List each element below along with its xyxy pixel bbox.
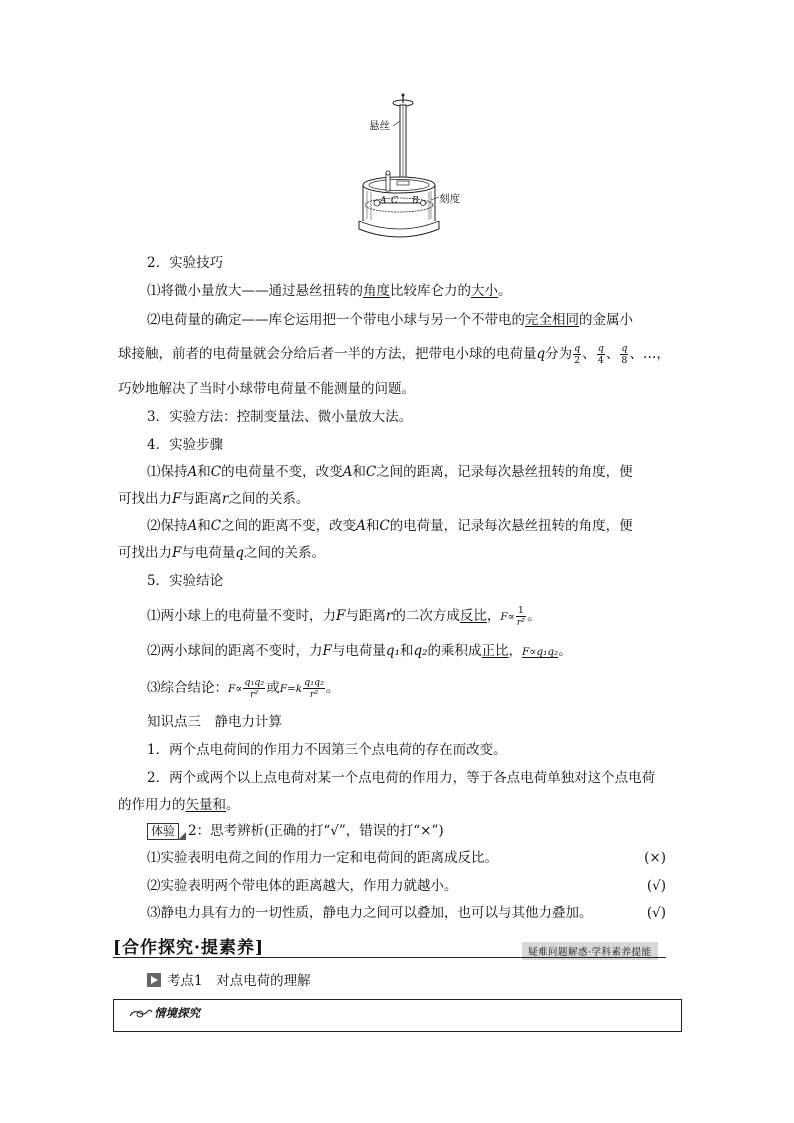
- experience-item-2: ⑵实验表明两个带电体的距离越大，作用力就越小。: [147, 878, 458, 894]
- heading-experiment-conclusion: 5．实验结论: [147, 573, 224, 589]
- situation-explore-label: 情境探究: [154, 1006, 200, 1020]
- experience-mark-1: (×): [644, 850, 666, 866]
- experience-badge: 体验: [147, 823, 179, 840]
- step1-line1: ⑴保持A和C的电荷量不变，改变A和C之间的距离，记录每次悬丝扭转的角度，便: [147, 464, 633, 480]
- section-title: [合作探究·提素养]: [113, 938, 265, 958]
- step2-line2: 可找出力F与电荷量q之间的关系。: [118, 545, 326, 561]
- kp3-item2-line2: 的作用力的矢量和。: [118, 797, 240, 813]
- section-rule: [113, 957, 666, 958]
- swirl-icon: [128, 1007, 154, 1021]
- figure-label-scale: 刻度: [439, 193, 460, 205]
- situation-explore-box: [113, 999, 682, 1032]
- heading-experiment-skills: 2．实验技巧: [147, 255, 224, 271]
- experience-mark-2: (√): [646, 878, 666, 894]
- figure-label-wire: 悬丝: [369, 120, 390, 132]
- kaodian-1: 考点1 对点电荷的理解: [147, 971, 311, 991]
- heading-knowledge-point-3: 知识点三 静电力计算: [147, 714, 282, 730]
- experience-header: 体验 2：思考辨析(正确的打“√”，错误的打“×”): [147, 821, 444, 841]
- experience-mark-3: (√): [646, 905, 666, 921]
- step1-line2: 可找出力F与距离r之间的关系。: [118, 491, 310, 507]
- kp3-item1: 1．两个点电荷间的作用力不因第三个点电荷的存在而改变。: [147, 742, 507, 758]
- conclusion-3: ⑶综合结论：F∝ $\frac{\text{q₁q₂}}{\text{r²}}$ 或F=k $\frac{\text{q₁q₂}}{\text{r²}}$ 。: [147, 677, 340, 700]
- experience-item-1: ⑴实验表明电荷之间的作用力一定和电荷间的距离成反比。: [147, 850, 498, 866]
- play-icon: [147, 973, 161, 987]
- conclusion-1: ⑴两小球上的电荷量不变时，力F与距离r的二次方成反比，F∝ $\frac{1}{\text{r²}}$ 。: [147, 605, 541, 628]
- kp3-item2-line1: 2．两个或两个以上点电荷对某一个点电荷的作用力，等于各点电荷单独对这个点电荷: [147, 770, 656, 786]
- experience-item-3: ⑶静电力具有力的一切性质，静电力之间可以叠加，也可以与其他力叠加。: [147, 905, 593, 921]
- figure-label-b: B: [412, 196, 419, 206]
- section-tagline: 疑难问题解惑·学科素养提能: [522, 942, 658, 960]
- experiment-methods: 3．实验方法：控制变量法、微小量放大法。: [147, 409, 413, 425]
- paragraph-magnify: ⑴将微小量放大——通过悬丝扭转的角度比较库仑力的大小。: [147, 283, 512, 299]
- step2-line1: ⑵保持A和C之间的距离不变，改变A和C的电荷量，记录每次悬丝扭转的角度，便: [147, 518, 633, 534]
- figure-label-c: C: [391, 196, 398, 206]
- figure-label-a: A: [380, 196, 387, 206]
- paragraph-charge-line1: ⑵电荷量的确定——库仑运用把一个带电小球与另一个不带电的完全相同的金属小: [147, 312, 633, 328]
- paragraph-charge-line2: 球接触，前者的电荷量就会分给后者一半的方法，把带电小球的电荷量q分为 $\frac{q}{2}$ 、 $\frac{q}{4}$ 、 $\frac{q}{8}$ 、…，: [118, 343, 670, 366]
- paragraph-charge-line3: 巧妙地解决了当时小球带电荷量不能测量的问题。: [118, 381, 415, 397]
- torsion-balance-figure: [355, 93, 465, 245]
- conclusion-2: ⑵两小球间的距离不变时，力F与电荷量q₁和q₂的乘积成正比，F∝q₁q₂。: [147, 643, 572, 659]
- heading-experiment-steps: 4．实验步骤: [147, 437, 224, 453]
